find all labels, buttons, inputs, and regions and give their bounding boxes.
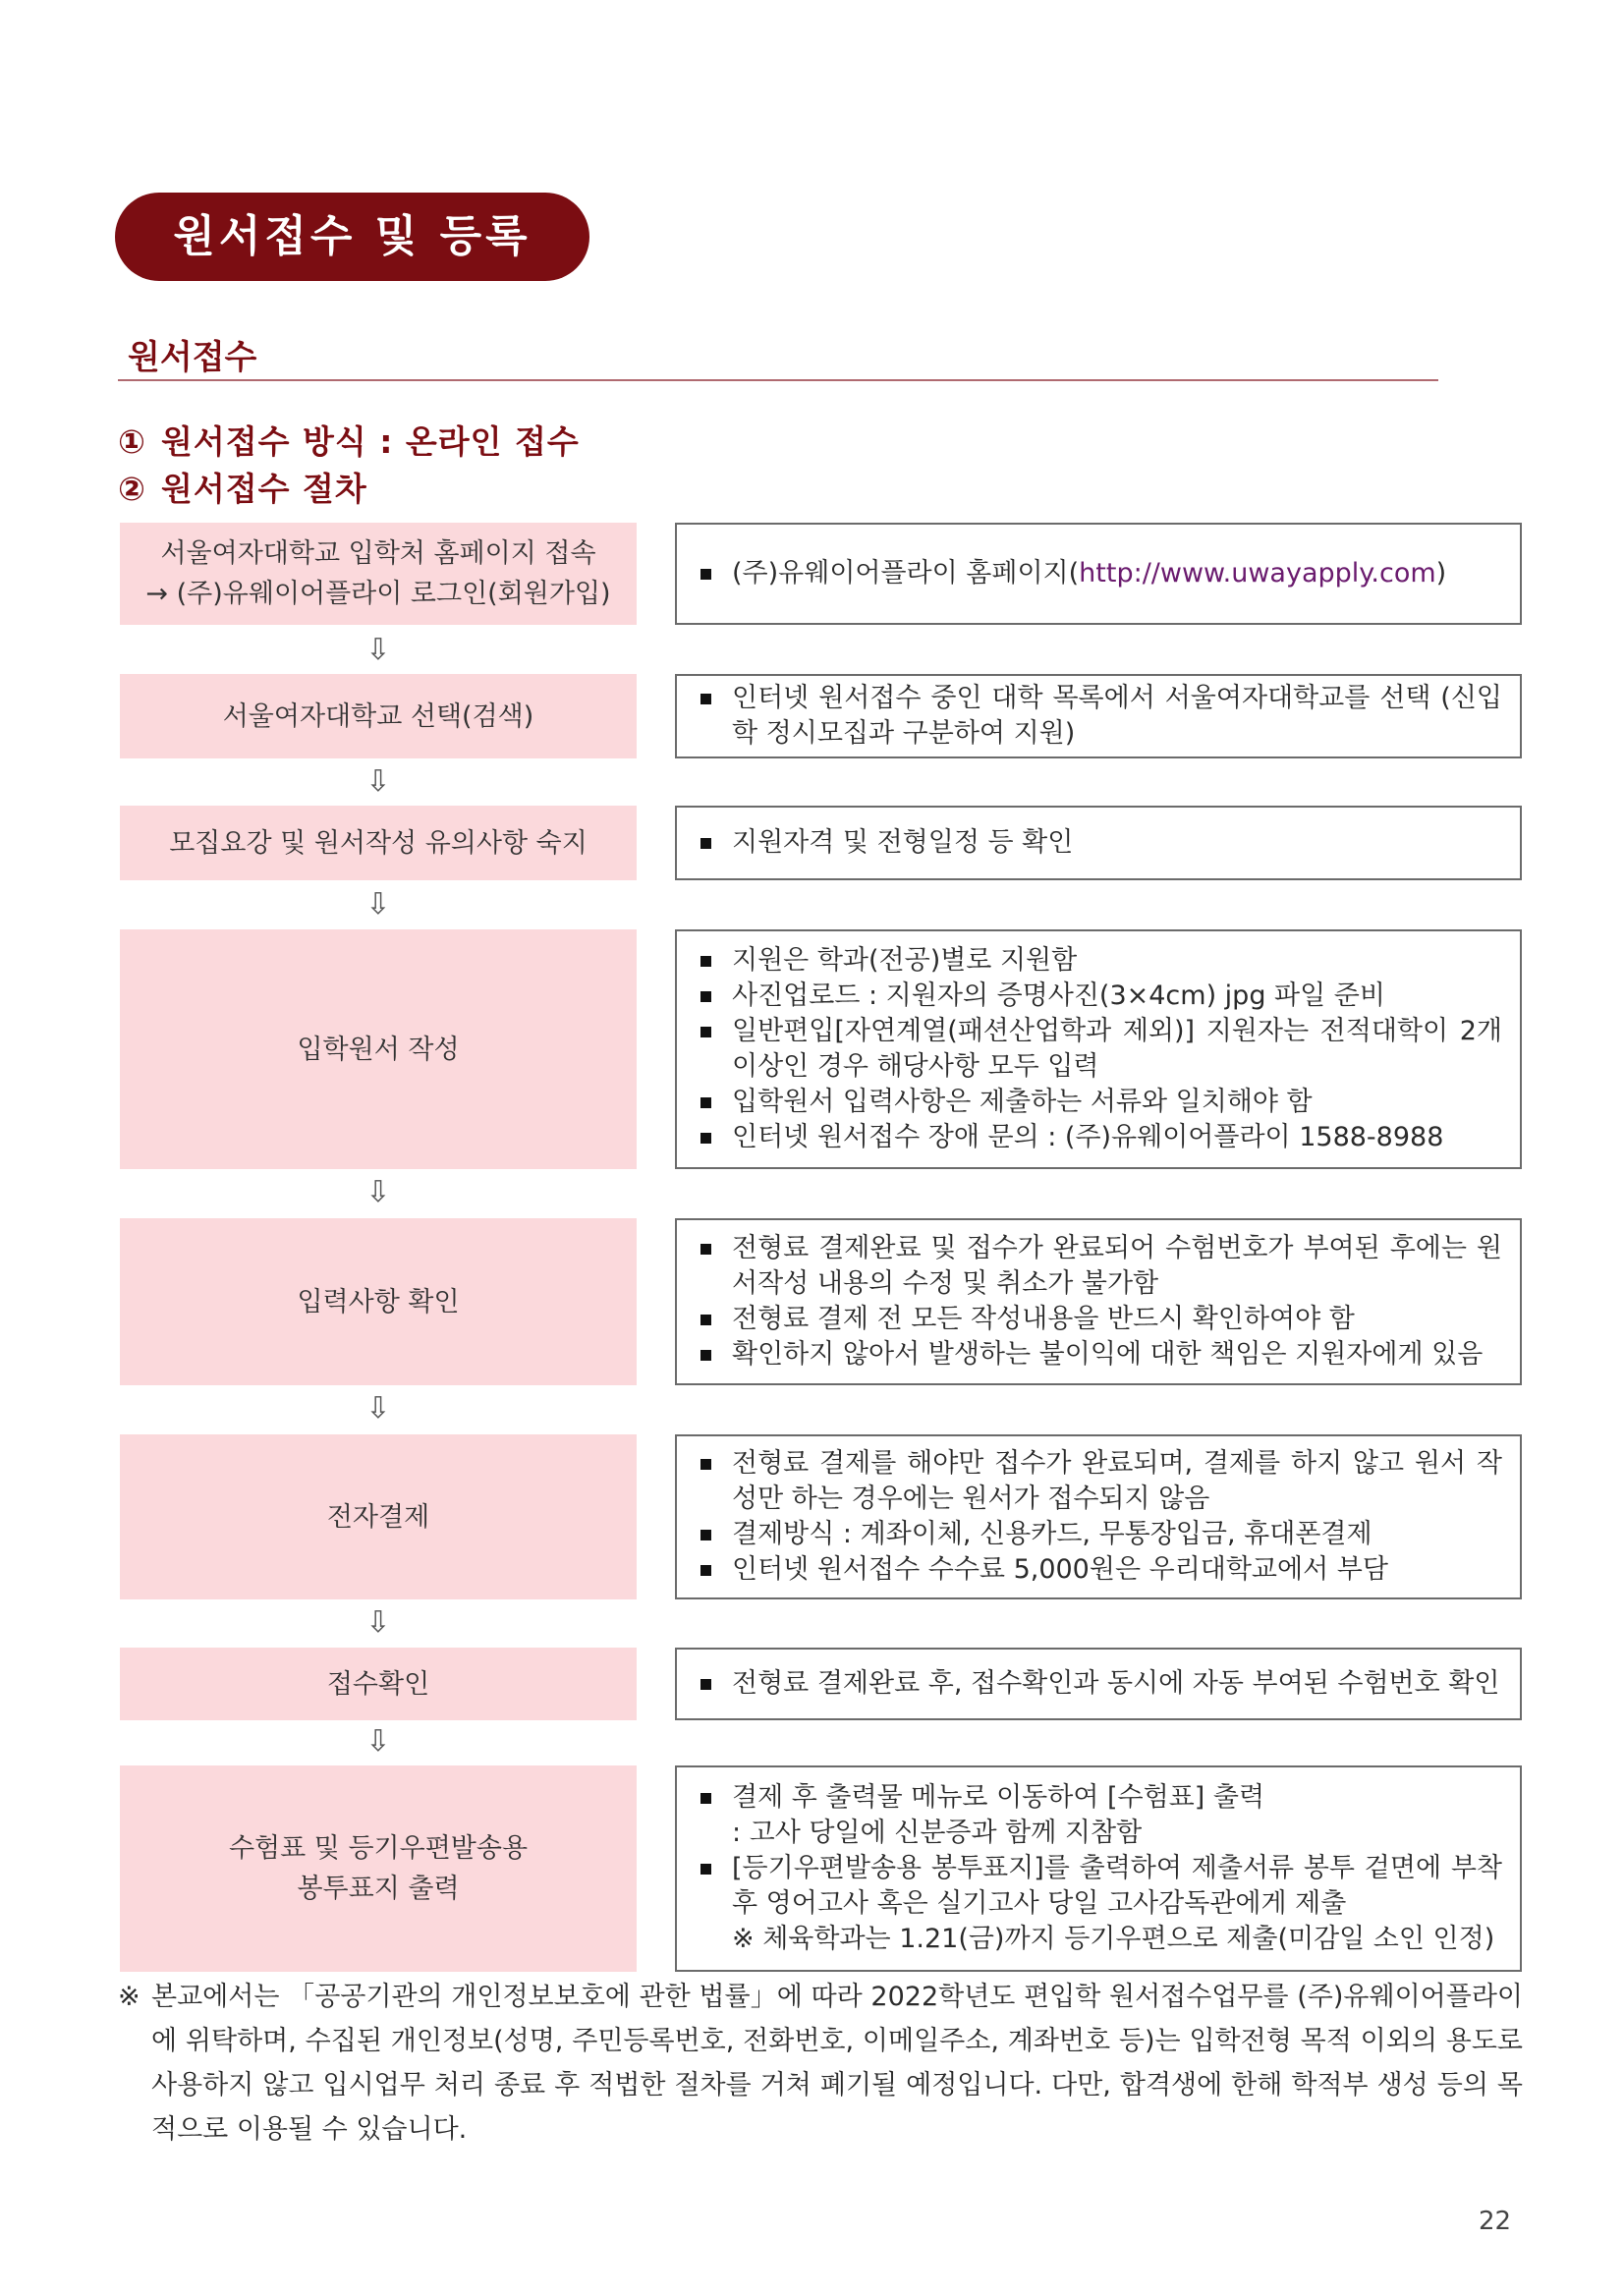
detail-item: 확인하지 않아서 발생하는 불이익에 대한 책임은 지원자에게 있음 [699,1337,1502,1372]
step-label-line: 모집요강 및 원서작성 유의사항 숙지 [169,827,588,859]
step-2-details [675,674,1522,758]
detail-item: 인터넷 원서접수 수수료 5,000원은 우리대학교에서 부담 [699,1552,1502,1588]
step-label-line: 봉투표지 출력 [297,1874,460,1904]
step-1-details [675,523,1522,625]
step-7-label [120,1648,637,1720]
note-text: 본교에서는 「공공기관의 개인정보보호에 관한 법률」에 따라 2022학년도 편입학 원서접수업무를 (주)유웨이어플라이에 위탁하며, 수집된 개인정보(성명, 주민등록번호, 전화번호, 이메일주소, 계좌번호 등)는 입학전형 목적 이외의 용도로 사용하지 않고 입시업무 처리 종료 후 적법한 절차를 거쳐 폐기될 예정입니다. 다만, 합격생에 한해 학적부 생성 등의 목적으로 이용될 수 있습니다. [151,1982,1523,2145]
step-5-label [120,1218,637,1385]
detail-item: 인터넷 원서접수 중인 대학 목록에서 서울여자대학교를 선택 (신입학 정시모집과 구분하여 지원) [699,681,1502,752]
step-4-details [675,929,1522,1169]
page-number: 22 [1479,2207,1512,2236]
note-mark: ※ [118,1982,140,2012]
step-label-line: 입력사항 확인 [297,1286,460,1317]
detail-item: 전형료 결제완료 후, 접수확인과 동시에 자동 부여된 수험번호 확인 [699,1666,1502,1702]
step-5-details [675,1218,1522,1385]
step-7-details [675,1648,1522,1720]
step-label-line: 서울여자대학교 입학처 홈페이지 접속 [160,538,596,569]
detail-item: 인터넷 원서접수 장애 문의 : (주)유웨이어플라이 1588-8988 [699,1120,1502,1155]
step-6-details [675,1434,1522,1599]
detail-item: 사진업로드 : 지원자의 증명사진(3×4cm) jpg 파일 준비 [699,979,1502,1014]
down-arrow-icon: ⇩ [365,1605,391,1640]
detail-item: 전형료 결제완료 및 접수가 완료되어 수험번호가 부여된 후에는 원서작성 내용의 수정 및 취소가 불가함 [699,1231,1502,1302]
step-1-label [120,523,637,625]
step-3-details [675,806,1522,880]
detail-item: 입학원서 입력사항은 제출하는 서류와 일치해야 함 [699,1085,1502,1120]
detail-item: 전형료 결제를 해야만 접수가 완료되며, 결제를 하지 않고 원서 작성만 하는 경우에는 원서가 접수되지 않음 [699,1446,1502,1517]
step-label-line: → (주)유웨이어플라이 로그인(회원가입) [145,579,611,609]
page-title: 원서접수 및 등록 [115,193,589,281]
down-arrow-icon: ⇩ [365,1391,391,1426]
detail-item: 결제 후 출력물 메뉴로 이동하여 [수험표] 출력 [699,1780,1502,1816]
item-number: ① [118,422,146,461]
detail-item: 지원자격 및 전형일정 등 확인 [699,825,1502,861]
step-3-label [120,806,637,880]
down-arrow-icon: ⇩ [365,1175,391,1209]
step-2-label [120,674,637,758]
item-application-method [118,417,580,463]
detail-item: (주)유웨이어플라이 홈페이지(http://www.uwayapply.com) [699,556,1502,591]
detail-item: 지원은 학과(전공)별로 지원함 [699,943,1502,979]
uwayapply-link[interactable]: http://www.uwayapply.com [1079,558,1436,588]
section-heading: 원서접수 [128,338,257,377]
step-label-line: 입학원서 작성 [297,1034,460,1065]
detail-item: [등기우편발송용 봉투표지]를 출력하여 제출서류 봉투 겉면에 부착 후 영어고사 혹은 실기고사 당일 고사감독관에게 제출 [699,1851,1502,1922]
step-8-label [120,1765,637,1972]
detail-subnote: : 고사 당일에 신분증과 함께 지참함 [732,1818,1143,1848]
step-label-line: 서울여자대학교 선택(검색) [222,700,534,732]
down-arrow-icon: ⇩ [365,887,391,922]
detail-item: 전형료 결제 전 모든 작성내용을 반드시 확인하여야 함 [699,1302,1502,1337]
privacy-footnote [118,1975,1523,2152]
step-4-label [120,929,637,1169]
step-label-line: 수험표 및 등기우편발송용 [228,1833,529,1864]
item-number: ② [118,470,146,508]
step-label-line: 접수확인 [326,1668,430,1700]
step-6-label [120,1434,637,1599]
section-divider [118,379,1438,381]
detail-item: 결제방식 : 계좌이체, 신용카드, 무통장입금, 휴대폰결제 [699,1517,1502,1552]
step-label-line: 전자결제 [326,1501,430,1533]
down-arrow-icon: ⇩ [365,633,391,667]
down-arrow-icon: ⇩ [365,1724,391,1759]
item-text: 원서접수 절차 [161,470,367,508]
down-arrow-icon: ⇩ [365,764,391,799]
item-application-procedure [118,464,367,510]
step-8-details [675,1765,1522,1972]
item-text: 원서접수 방식 : 온라인 접수 [161,422,580,461]
detail-subnote: ※ 체육학과는 1.21(금)까지 등기우편으로 제출(미감일 소인 인정) [732,1924,1495,1954]
detail-item: 일반편입[자연계열(패션산업학과 제외)] 지원자는 전적대학이 2개 이상인 경우 해당사항 모두 입력 [699,1014,1502,1085]
